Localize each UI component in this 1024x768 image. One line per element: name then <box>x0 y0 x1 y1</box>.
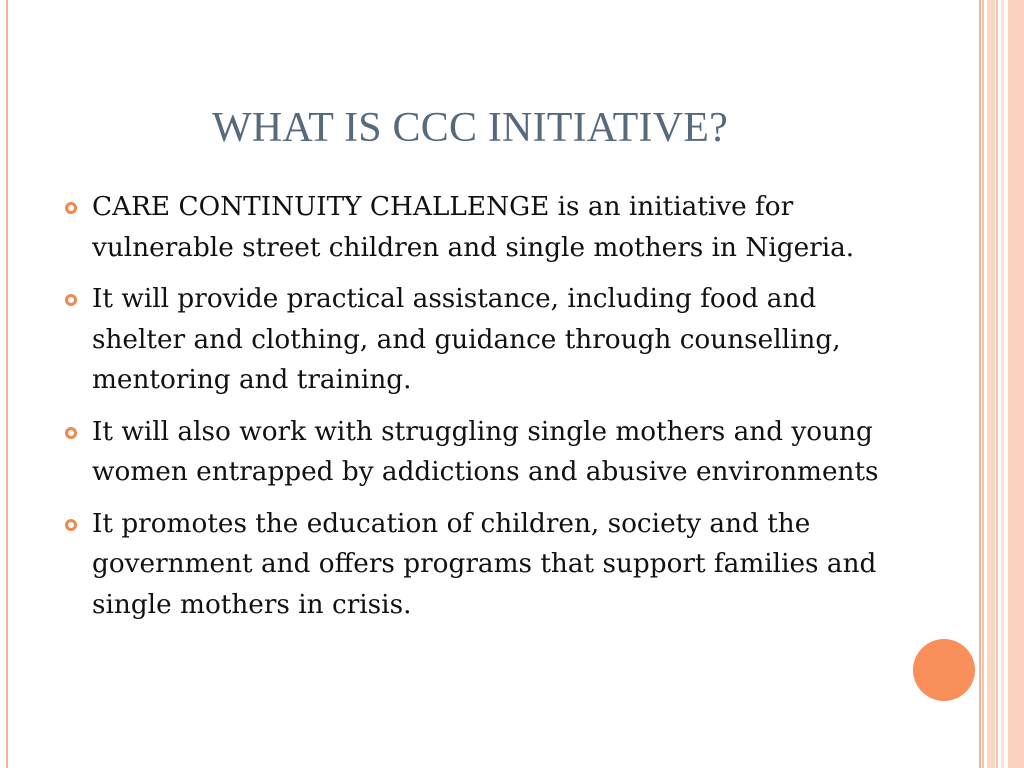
decorative-stripe <box>996 0 998 768</box>
bullet-text: It promotes the education of children, society and the government and offers programs that support families and single mothers in crisis. <box>92 508 877 620</box>
bullet-text: It will provide practical assistance, including food and shelter and clothing, and guidance through counselling, mentoring and training. <box>92 284 841 395</box>
bullet-list <box>60 187 890 636</box>
bullet-item <box>60 412 890 493</box>
decorative-stripe <box>1001 0 1004 768</box>
bullet-text: CARE CONTINUITY CHALLENGE is an initiative for vulnerable street children and single mothers in Nigeria. <box>92 192 855 263</box>
decorative-stripe <box>982 0 984 768</box>
bullet-text: It will also work with struggling single mothers and young women entrapped by addictions and abusive environments <box>92 416 879 487</box>
bullet-marker-icon <box>65 427 77 439</box>
decorative-circle <box>913 639 975 701</box>
decorative-stripe <box>1008 0 1024 768</box>
bullet-marker-icon <box>65 294 77 306</box>
slide-title: WHAT IS CCC INITIATIVE? <box>212 105 728 151</box>
decorative-stripe <box>987 0 995 768</box>
bullet-marker-icon <box>65 202 77 214</box>
bullet-item <box>60 279 890 401</box>
bullet-item <box>60 187 890 268</box>
bullet-item <box>60 504 890 626</box>
bullet-marker-icon <box>65 519 77 531</box>
